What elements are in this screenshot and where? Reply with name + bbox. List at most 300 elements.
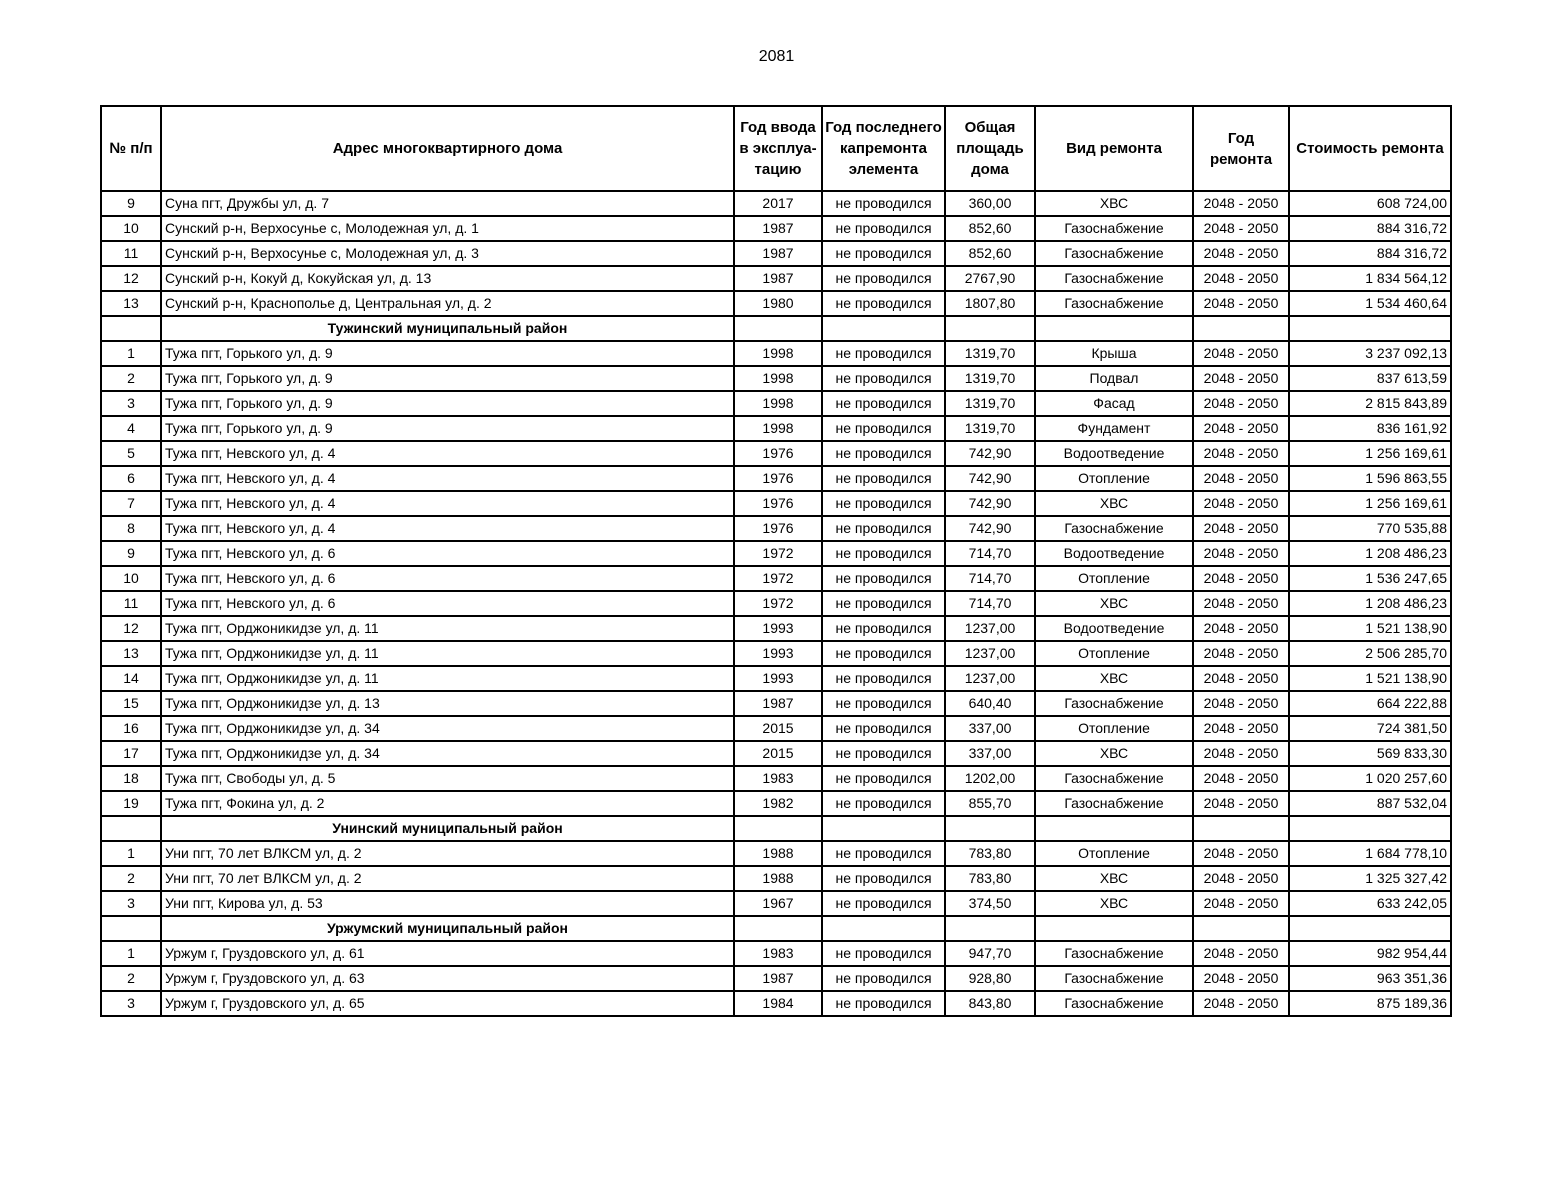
cell-address: Тужа пгт, Орджоникидзе ул, д. 11 xyxy=(161,616,734,641)
table-row xyxy=(101,391,1451,416)
cell-last-repair: не проводился xyxy=(822,541,945,566)
cell-year-built: 1987 xyxy=(734,216,822,241)
cell-year-built: 1976 xyxy=(734,441,822,466)
cell-repair-type: Газоснабжение xyxy=(1035,791,1193,816)
cell-area: 1319,70 xyxy=(945,366,1035,391)
empty-cell xyxy=(945,816,1035,841)
empty-cell xyxy=(734,916,822,941)
cell-repair-type: ХВС xyxy=(1035,891,1193,916)
cell-last-repair: не проводился xyxy=(822,616,945,641)
cell-last-repair: не проводился xyxy=(822,641,945,666)
table-row xyxy=(101,591,1451,616)
cell-num: 12 xyxy=(101,616,161,641)
cell-cost: 633 242,05 xyxy=(1289,891,1451,916)
cell-last-repair: не проводился xyxy=(822,791,945,816)
empty-cell xyxy=(1289,316,1451,341)
cell-area: 337,00 xyxy=(945,741,1035,766)
cell-repair-year: 2048 - 2050 xyxy=(1193,766,1289,791)
cell-address: Тужа пгт, Горького ул, д. 9 xyxy=(161,391,734,416)
cell-year-built: 1976 xyxy=(734,491,822,516)
cell-repair-year: 2048 - 2050 xyxy=(1193,641,1289,666)
cell-repair-type: ХВС xyxy=(1035,591,1193,616)
cell-repair-type: Подвал xyxy=(1035,366,1193,391)
cell-repair-year: 2048 - 2050 xyxy=(1193,616,1289,641)
cell-last-repair: не проводился xyxy=(822,191,945,216)
district-row xyxy=(101,916,1451,941)
cell-repair-year: 2048 - 2050 xyxy=(1193,841,1289,866)
cell-cost: 1 834 564,12 xyxy=(1289,266,1451,291)
cell-num: 8 xyxy=(101,516,161,541)
header-num: № п/п xyxy=(101,106,161,191)
cell-num: 11 xyxy=(101,241,161,266)
cell-address: Сунский р-н, Краснополье д, Центральная ул, д. 2 xyxy=(161,291,734,316)
empty-cell xyxy=(1035,316,1193,341)
cell-area: 714,70 xyxy=(945,541,1035,566)
cell-year-built: 1983 xyxy=(734,766,822,791)
empty-cell xyxy=(1035,816,1193,841)
cell-repair-type: ХВС xyxy=(1035,666,1193,691)
cell-num: 7 xyxy=(101,491,161,516)
cell-repair-type: Газоснабжение xyxy=(1035,691,1193,716)
table-row xyxy=(101,641,1451,666)
cell-num: 2 xyxy=(101,966,161,991)
cell-num: 12 xyxy=(101,266,161,291)
district-name: Унинский муниципальный район xyxy=(161,816,734,841)
cell-year-built: 1987 xyxy=(734,266,822,291)
cell-last-repair: не проводился xyxy=(822,591,945,616)
cell-area: 1237,00 xyxy=(945,641,1035,666)
cell-last-repair: не проводился xyxy=(822,341,945,366)
cell-repair-type: Отопление xyxy=(1035,566,1193,591)
cell-last-repair: не проводился xyxy=(822,216,945,241)
cell-num: 1 xyxy=(101,341,161,366)
header-repair-type: Вид ремонта xyxy=(1035,106,1193,191)
cell-num: 9 xyxy=(101,191,161,216)
cell-repair-type: Отопление xyxy=(1035,841,1193,866)
cell-num: 10 xyxy=(101,216,161,241)
table-row xyxy=(101,216,1451,241)
cell-address: Тужа пгт, Невского ул, д. 4 xyxy=(161,491,734,516)
empty-cell xyxy=(822,816,945,841)
empty-cell xyxy=(734,816,822,841)
table-row xyxy=(101,441,1451,466)
cell-last-repair: не проводился xyxy=(822,516,945,541)
header-address: Адрес многоквартирного дома xyxy=(161,106,734,191)
cell-area: 1202,00 xyxy=(945,766,1035,791)
cell-year-built: 1984 xyxy=(734,991,822,1016)
cell-last-repair: не проводился xyxy=(822,691,945,716)
table-row xyxy=(101,891,1451,916)
cell-cost: 1 684 778,10 xyxy=(1289,841,1451,866)
cell-cost: 1 020 257,60 xyxy=(1289,766,1451,791)
table-row xyxy=(101,766,1451,791)
cell-last-repair: не проводился xyxy=(822,416,945,441)
cell-year-built: 1972 xyxy=(734,566,822,591)
cell-cost: 770 535,88 xyxy=(1289,516,1451,541)
table-row xyxy=(101,616,1451,641)
district-name: Уржумский муниципальный район xyxy=(161,916,734,941)
cell-area: 783,80 xyxy=(945,866,1035,891)
cell-area: 843,80 xyxy=(945,991,1035,1016)
cell-year-built: 1976 xyxy=(734,516,822,541)
cell-year-built: 2017 xyxy=(734,191,822,216)
cell-cost: 608 724,00 xyxy=(1289,191,1451,216)
cell-num: 3 xyxy=(101,991,161,1016)
cell-cost: 664 222,88 xyxy=(1289,691,1451,716)
table-row xyxy=(101,966,1451,991)
cell-repair-year: 2048 - 2050 xyxy=(1193,891,1289,916)
cell-year-built: 1987 xyxy=(734,966,822,991)
cell-area: 640,40 xyxy=(945,691,1035,716)
district-row xyxy=(101,816,1451,841)
district-num-cell xyxy=(101,816,161,841)
cell-num: 2 xyxy=(101,866,161,891)
cell-cost: 1 536 247,65 xyxy=(1289,566,1451,591)
empty-cell xyxy=(822,316,945,341)
table-row xyxy=(101,941,1451,966)
cell-address: Тужа пгт, Горького ул, д. 9 xyxy=(161,416,734,441)
cell-area: 783,80 xyxy=(945,841,1035,866)
table-row xyxy=(101,366,1451,391)
header-last-repair: Год последнего капремонта элемента xyxy=(822,106,945,191)
cell-repair-year: 2048 - 2050 xyxy=(1193,341,1289,366)
cell-repair-type: Отопление xyxy=(1035,716,1193,741)
cell-repair-type: Отопление xyxy=(1035,466,1193,491)
table-row xyxy=(101,566,1451,591)
cell-num: 3 xyxy=(101,891,161,916)
cell-repair-year: 2048 - 2050 xyxy=(1193,566,1289,591)
cell-area: 742,90 xyxy=(945,466,1035,491)
cell-year-built: 1976 xyxy=(734,466,822,491)
cell-cost: 1 521 138,90 xyxy=(1289,666,1451,691)
cell-area: 337,00 xyxy=(945,716,1035,741)
cell-year-built: 1988 xyxy=(734,841,822,866)
empty-cell xyxy=(1193,316,1289,341)
cell-num: 18 xyxy=(101,766,161,791)
table-row xyxy=(101,716,1451,741)
table-row xyxy=(101,666,1451,691)
cell-repair-year: 2048 - 2050 xyxy=(1193,541,1289,566)
cell-num: 10 xyxy=(101,566,161,591)
cell-area: 360,00 xyxy=(945,191,1035,216)
cell-cost: 2 506 285,70 xyxy=(1289,641,1451,666)
cell-area: 1237,00 xyxy=(945,666,1035,691)
header-repair-year: Год ремонта xyxy=(1193,106,1289,191)
cell-num: 14 xyxy=(101,666,161,691)
cell-repair-type: Водоотведение xyxy=(1035,616,1193,641)
cell-last-repair: не проводился xyxy=(822,241,945,266)
cell-address: Сунский р-н, Кокуй д, Кокуйская ул, д. 13 xyxy=(161,266,734,291)
cell-cost: 1 256 169,61 xyxy=(1289,491,1451,516)
cell-area: 1319,70 xyxy=(945,341,1035,366)
cell-address: Уржум г, Груздовского ул, д. 63 xyxy=(161,966,734,991)
cell-repair-type: Газоснабжение xyxy=(1035,241,1193,266)
cell-cost: 836 161,92 xyxy=(1289,416,1451,441)
cell-last-repair: не проводился xyxy=(822,716,945,741)
empty-cell xyxy=(1289,816,1451,841)
table-row xyxy=(101,741,1451,766)
table-row xyxy=(101,241,1451,266)
cell-repair-year: 2048 - 2050 xyxy=(1193,866,1289,891)
cell-area: 852,60 xyxy=(945,241,1035,266)
cell-address: Уржум г, Груздовского ул, д. 61 xyxy=(161,941,734,966)
cell-cost: 724 381,50 xyxy=(1289,716,1451,741)
cell-year-built: 1972 xyxy=(734,541,822,566)
cell-repair-year: 2048 - 2050 xyxy=(1193,191,1289,216)
cell-area: 852,60 xyxy=(945,216,1035,241)
cell-repair-type: Газоснабжение xyxy=(1035,266,1193,291)
cell-cost: 884 316,72 xyxy=(1289,216,1451,241)
cell-num: 11 xyxy=(101,591,161,616)
table-row xyxy=(101,991,1451,1016)
cell-num: 3 xyxy=(101,391,161,416)
table-row xyxy=(101,516,1451,541)
cell-repair-year: 2048 - 2050 xyxy=(1193,741,1289,766)
cell-repair-type: ХВС xyxy=(1035,491,1193,516)
cell-address: Тужа пгт, Невского ул, д. 4 xyxy=(161,441,734,466)
page-number: 2081 xyxy=(758,48,795,65)
cell-repair-year: 2048 - 2050 xyxy=(1193,216,1289,241)
table-row xyxy=(101,866,1451,891)
empty-cell xyxy=(822,916,945,941)
empty-cell xyxy=(1193,816,1289,841)
cell-repair-year: 2048 - 2050 xyxy=(1193,416,1289,441)
cell-repair-type: Газоснабжение xyxy=(1035,941,1193,966)
cell-cost: 2 815 843,89 xyxy=(1289,391,1451,416)
cell-area: 947,70 xyxy=(945,941,1035,966)
header-year-built: Год ввода в эксплуа-тацию xyxy=(734,106,822,191)
cell-year-built: 2015 xyxy=(734,716,822,741)
cell-address: Тужа пгт, Невского ул, д. 6 xyxy=(161,566,734,591)
table-row xyxy=(101,466,1451,491)
cell-cost: 1 208 486,23 xyxy=(1289,541,1451,566)
cell-address: Тужа пгт, Орджоникидзе ул, д. 34 xyxy=(161,741,734,766)
cell-area: 2767,90 xyxy=(945,266,1035,291)
cell-last-repair: не проводился xyxy=(822,291,945,316)
table-row xyxy=(101,791,1451,816)
cell-num: 1 xyxy=(101,941,161,966)
cell-repair-type: ХВС xyxy=(1035,191,1193,216)
cell-address: Тужа пгт, Невского ул, д. 6 xyxy=(161,591,734,616)
cell-num: 17 xyxy=(101,741,161,766)
cell-address: Сунский р-н, Верхосунье с, Молодежная ул, д. 3 xyxy=(161,241,734,266)
cell-address: Тужа пгт, Орджоникидзе ул, д. 34 xyxy=(161,716,734,741)
cell-year-built: 1987 xyxy=(734,241,822,266)
cell-area: 742,90 xyxy=(945,491,1035,516)
cell-last-repair: не проводился xyxy=(822,266,945,291)
cell-last-repair: не проводился xyxy=(822,766,945,791)
cell-area: 1319,70 xyxy=(945,416,1035,441)
cell-num: 13 xyxy=(101,291,161,316)
cell-last-repair: не проводился xyxy=(822,441,945,466)
cell-repair-year: 2048 - 2050 xyxy=(1193,516,1289,541)
cell-address: Тужа пгт, Свободы ул, д. 5 xyxy=(161,766,734,791)
cell-last-repair: не проводился xyxy=(822,366,945,391)
cell-address: Тужа пгт, Горького ул, д. 9 xyxy=(161,341,734,366)
cell-repair-year: 2048 - 2050 xyxy=(1193,266,1289,291)
cell-num: 15 xyxy=(101,691,161,716)
cell-year-built: 1998 xyxy=(734,391,822,416)
cell-year-built: 1983 xyxy=(734,941,822,966)
cell-last-repair: не проводился xyxy=(822,941,945,966)
empty-cell xyxy=(945,916,1035,941)
cell-repair-year: 2048 - 2050 xyxy=(1193,466,1289,491)
cell-num: 9 xyxy=(101,541,161,566)
cell-repair-year: 2048 - 2050 xyxy=(1193,716,1289,741)
table-row xyxy=(101,541,1451,566)
cell-num: 13 xyxy=(101,641,161,666)
table-row xyxy=(101,491,1451,516)
cell-last-repair: не проводился xyxy=(822,491,945,516)
cell-last-repair: не проводился xyxy=(822,466,945,491)
cell-cost: 3 237 092,13 xyxy=(1289,341,1451,366)
cell-cost: 963 351,36 xyxy=(1289,966,1451,991)
cell-last-repair: не проводился xyxy=(822,841,945,866)
cell-repair-type: Водоотведение xyxy=(1035,541,1193,566)
cell-address: Уржум г, Груздовского ул, д. 65 xyxy=(161,991,734,1016)
cell-repair-type: Газоснабжение xyxy=(1035,766,1193,791)
cell-repair-type: ХВС xyxy=(1035,866,1193,891)
cell-repair-year: 2048 - 2050 xyxy=(1193,491,1289,516)
empty-cell xyxy=(945,316,1035,341)
district-num-cell xyxy=(101,916,161,941)
repair-schedule-table xyxy=(100,105,1452,1017)
cell-repair-year: 2048 - 2050 xyxy=(1193,241,1289,266)
cell-repair-year: 2048 - 2050 xyxy=(1193,666,1289,691)
table-row xyxy=(101,341,1451,366)
cell-address: Тужа пгт, Фокина ул, д. 2 xyxy=(161,791,734,816)
cell-repair-type: ХВС xyxy=(1035,741,1193,766)
cell-repair-year: 2048 - 2050 xyxy=(1193,966,1289,991)
cell-address: Тужа пгт, Невского ул, д. 4 xyxy=(161,466,734,491)
cell-cost: 875 189,36 xyxy=(1289,991,1451,1016)
table-body xyxy=(101,191,1451,1016)
cell-num: 4 xyxy=(101,416,161,441)
district-name: Тужинский муниципальный район xyxy=(161,316,734,341)
cell-address: Сунский р-н, Верхосунье с, Молодежная ул, д. 1 xyxy=(161,216,734,241)
cell-area: 374,50 xyxy=(945,891,1035,916)
cell-repair-year: 2048 - 2050 xyxy=(1193,441,1289,466)
cell-last-repair: не проводился xyxy=(822,966,945,991)
cell-num: 5 xyxy=(101,441,161,466)
table-row xyxy=(101,266,1451,291)
cell-year-built: 1998 xyxy=(734,416,822,441)
cell-last-repair: не проводился xyxy=(822,741,945,766)
cell-address: Тужа пгт, Горького ул, д. 9 xyxy=(161,366,734,391)
table-row xyxy=(101,191,1451,216)
cell-cost: 569 833,30 xyxy=(1289,741,1451,766)
cell-cost: 1 596 863,55 xyxy=(1289,466,1451,491)
empty-cell xyxy=(1035,916,1193,941)
cell-address: Тужа пгт, Невского ул, д. 4 xyxy=(161,516,734,541)
cell-area: 855,70 xyxy=(945,791,1035,816)
cell-last-repair: не проводился xyxy=(822,666,945,691)
cell-repair-type: Газоснабжение xyxy=(1035,991,1193,1016)
table-row xyxy=(101,416,1451,441)
cell-address: Тужа пгт, Невского ул, д. 6 xyxy=(161,541,734,566)
cell-repair-type: Водоотведение xyxy=(1035,441,1193,466)
cell-repair-year: 2048 - 2050 xyxy=(1193,691,1289,716)
cell-year-built: 2015 xyxy=(734,741,822,766)
cell-year-built: 1998 xyxy=(734,366,822,391)
cell-last-repair: не проводился xyxy=(822,991,945,1016)
cell-cost: 837 613,59 xyxy=(1289,366,1451,391)
cell-area: 742,90 xyxy=(945,441,1035,466)
cell-year-built: 1972 xyxy=(734,591,822,616)
cell-cost: 1 325 327,42 xyxy=(1289,866,1451,891)
table-row xyxy=(101,691,1451,716)
district-num-cell xyxy=(101,316,161,341)
cell-address: Тужа пгт, Орджоникидзе ул, д. 11 xyxy=(161,666,734,691)
cell-repair-year: 2048 - 2050 xyxy=(1193,941,1289,966)
table-row xyxy=(101,841,1451,866)
cell-year-built: 1988 xyxy=(734,866,822,891)
cell-cost: 1 521 138,90 xyxy=(1289,616,1451,641)
cell-year-built: 1967 xyxy=(734,891,822,916)
cell-cost: 887 532,04 xyxy=(1289,791,1451,816)
cell-repair-year: 2048 - 2050 xyxy=(1193,291,1289,316)
cell-address: Тужа пгт, Орджоникидзе ул, д. 13 xyxy=(161,691,734,716)
cell-repair-year: 2048 - 2050 xyxy=(1193,991,1289,1016)
cell-repair-type: Газоснабжение xyxy=(1035,516,1193,541)
cell-repair-year: 2048 - 2050 xyxy=(1193,366,1289,391)
cell-cost: 1 534 460,64 xyxy=(1289,291,1451,316)
cell-address: Уни пгт, 70 лет ВЛКСМ ул, д. 2 xyxy=(161,866,734,891)
table-header-row xyxy=(101,106,1451,191)
cell-last-repair: не проводился xyxy=(822,891,945,916)
cell-repair-type: Отопление xyxy=(1035,641,1193,666)
cell-year-built: 1987 xyxy=(734,691,822,716)
header-area: Общая площадь дома xyxy=(945,106,1035,191)
district-row xyxy=(101,316,1451,341)
cell-repair-year: 2048 - 2050 xyxy=(1193,591,1289,616)
cell-year-built: 1980 xyxy=(734,291,822,316)
cell-repair-type: Фасад xyxy=(1035,391,1193,416)
cell-num: 2 xyxy=(101,366,161,391)
cell-last-repair: не проводился xyxy=(822,866,945,891)
cell-repair-type: Газоснабжение xyxy=(1035,216,1193,241)
header-cost: Стоимость ремонта xyxy=(1289,106,1451,191)
cell-num: 16 xyxy=(101,716,161,741)
empty-cell xyxy=(1289,916,1451,941)
cell-num: 1 xyxy=(101,841,161,866)
cell-year-built: 1993 xyxy=(734,666,822,691)
cell-last-repair: не проводился xyxy=(822,391,945,416)
cell-area: 928,80 xyxy=(945,966,1035,991)
cell-area: 1807,80 xyxy=(945,291,1035,316)
cell-cost: 982 954,44 xyxy=(1289,941,1451,966)
cell-cost: 1 256 169,61 xyxy=(1289,441,1451,466)
cell-repair-type: Газоснабжение xyxy=(1035,291,1193,316)
cell-area: 742,90 xyxy=(945,516,1035,541)
cell-cost: 884 316,72 xyxy=(1289,241,1451,266)
cell-address: Уни пгт, Кирова ул, д. 53 xyxy=(161,891,734,916)
cell-repair-year: 2048 - 2050 xyxy=(1193,791,1289,816)
cell-area: 714,70 xyxy=(945,591,1035,616)
cell-address: Уни пгт, 70 лет ВЛКСМ ул, д. 2 xyxy=(161,841,734,866)
cell-area: 1237,00 xyxy=(945,616,1035,641)
cell-num: 6 xyxy=(101,466,161,491)
cell-area: 714,70 xyxy=(945,566,1035,591)
cell-year-built: 1993 xyxy=(734,616,822,641)
cell-year-built: 1982 xyxy=(734,791,822,816)
cell-last-repair: не проводился xyxy=(822,566,945,591)
cell-repair-year: 2048 - 2050 xyxy=(1193,391,1289,416)
cell-repair-type: Фундамент xyxy=(1035,416,1193,441)
empty-cell xyxy=(1193,916,1289,941)
cell-num: 19 xyxy=(101,791,161,816)
cell-address: Суна пгт, Дружбы ул, д. 7 xyxy=(161,191,734,216)
